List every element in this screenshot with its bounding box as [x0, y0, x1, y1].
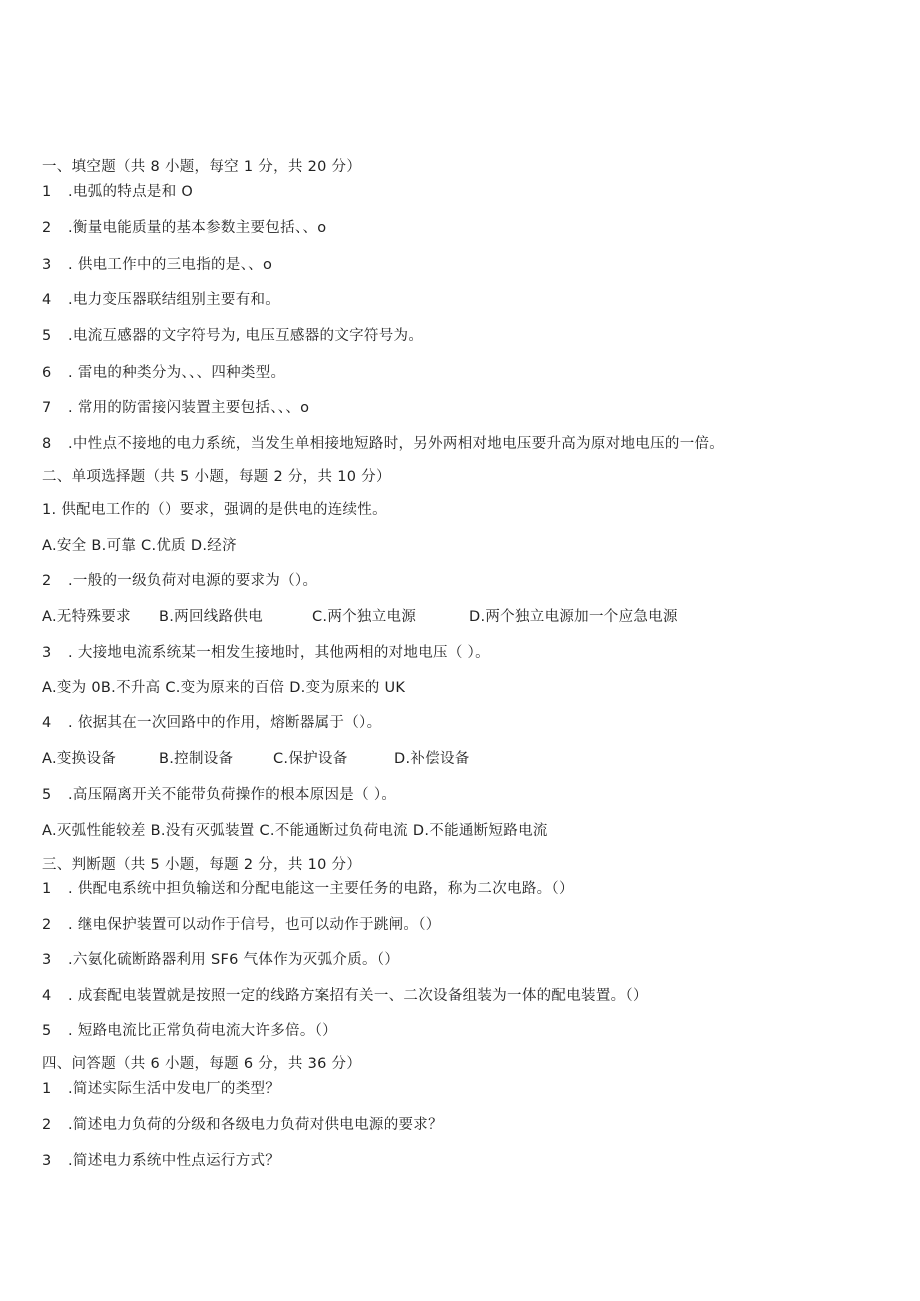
option-a: A.无特殊要求: [42, 609, 131, 625]
question-3-2: 2 . 继电保护装置可以动作于信号，也可以动作于跳闸。（）: [42, 917, 441, 933]
question-2-5: 5 .高压隔离开关不能带负荷操作的根本原因是（ ）。: [42, 787, 397, 803]
question-2-4: 4 . 依据其在一次回路中的作用，熔断器属于（）。: [42, 715, 382, 731]
question-1-4: 4 .电力变压器联结组别主要有和。: [42, 292, 281, 308]
option-b: B.两回线路供电: [159, 609, 263, 625]
option-c: C.两个独立电源: [312, 609, 417, 625]
question-2-3-options: A.变为 0B.不升高 C.变为原来的百倍 D.变为原来的 UK: [42, 680, 406, 696]
question-2-1: 1. 供配电工作的（）要求，强调的是供电的连续性。: [42, 502, 387, 518]
question-2-4-options: [42, 750, 470, 768]
question-1-2: 2 .衡量电能质量的基本参数主要包括、、o: [42, 220, 327, 236]
question-4-1: 1 .简述实际生活中发电厂的类型？: [42, 1081, 281, 1097]
option-c: C.保护设备: [273, 751, 348, 767]
option-d: D.补偿设备: [394, 751, 470, 767]
question-4-3: 3 .简述电力系统中性点运行方式？: [42, 1153, 281, 1169]
section-2-heading: 二、单项选择题（共 5 小题，每题 2 分，共 10 分）: [42, 469, 391, 485]
question-1-6: 6 . 雷电的种类分为、、、四种类型。: [42, 365, 286, 381]
question-3-3: 3 .六氨化硫断路器利用 SF6 气体作为灭弧介质。（）: [42, 952, 400, 968]
question-1-8: 8 .中性点不接地的电力系统，当发生单相接地短路时，另外两相对地电压要升高为原对地电压的一倍。: [42, 436, 725, 452]
question-1-1: 1 .电弧的特点是和 O: [42, 184, 194, 200]
question-2-5-options: A.灭弧性能较差 B.没有灭弧装置 C.不能通断过负荷电流 D.不能通断短路电流: [42, 823, 548, 839]
question-2-2: 2 .一般的一级负荷对电源的要求为（）。: [42, 573, 318, 589]
question-2-2-options: [42, 608, 678, 626]
option-b: B.控制设备: [159, 751, 234, 767]
question-2-3: 3 . 大接地电流系统某一相发生接地时，其他两相的对地电压（ ）。: [42, 645, 490, 661]
question-3-1: 1 . 供配电系统中担负输送和分配电能这一主要任务的电路，称为二次电路。（）: [42, 881, 574, 897]
question-3-5: 5 . 短路电流比正常负荷电流大许多倍。（）: [42, 1023, 337, 1039]
section-4-heading: 四、问答题（共 6 小题，每题 6 分，共 36 分）: [42, 1056, 362, 1072]
section-1-heading: 一、填空题（共 8 小题，每空 1 分，共 20 分）: [42, 159, 362, 175]
question-4-2: 2 .简述电力负荷的分级和各级电力负荷对供电电源的要求？: [42, 1117, 443, 1133]
question-3-4: 4 . 成套配电装置就是按照一定的线路方案招有关一、二次设备组装为一体的配电装置。（）: [42, 988, 648, 1004]
option-d: D.两个独立电源加一个应急电源: [469, 609, 678, 625]
question-1-5: 5 .电流互感器的文字符号为, 电压互感器的文字符号为。: [42, 328, 424, 344]
question-2-1-options: A.安全 B.可靠 C.优质 D.经济: [42, 538, 237, 554]
question-1-3: 3 . 供电工作中的三电指的是、、o: [42, 257, 273, 273]
question-1-7: 7 . 常用的防雷接闪装置主要包括、、、o: [42, 400, 310, 416]
option-a: A.变换设备: [42, 751, 117, 767]
section-3-heading: 三、判断题（共 5 小题，每题 2 分，共 10 分）: [42, 857, 362, 873]
